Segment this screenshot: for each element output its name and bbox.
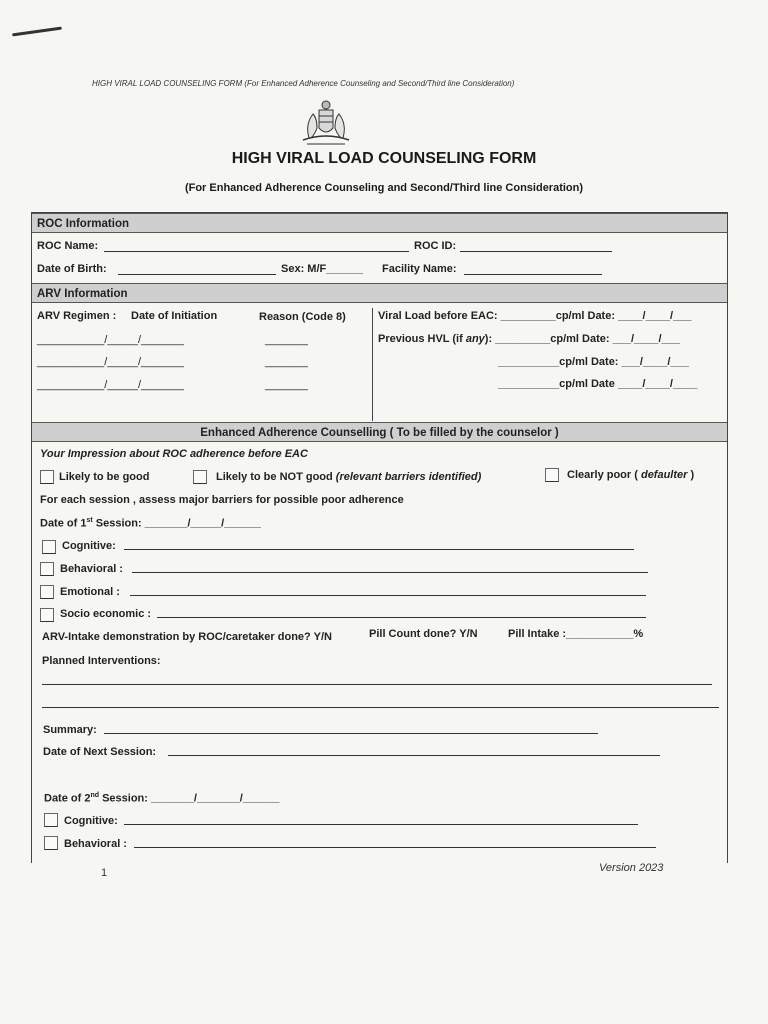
running-header: HIGH VIRAL LOAD COUNSELING FORM (For Enhanced Adherence Counseling and Second/Third line Consideration) (92, 79, 515, 88)
viral-load-extra-row[interactable]: __________cp/ml Date ____/____/____ (498, 378, 698, 390)
cognitive-checkbox[interactable] (42, 540, 56, 554)
emotional-field[interactable] (130, 595, 646, 596)
previous-hvl[interactable] (378, 333, 680, 345)
previous-hvl-prefix: Previous HVL (if (378, 333, 466, 345)
pill-intake[interactable]: Pill Intake :___________% (508, 628, 644, 640)
viral-load-before-eac[interactable]: Viral Load before EAC: _________cp/ml Date: ____/____/___ (378, 310, 692, 322)
dob-field[interactable] (118, 274, 276, 275)
clearly-poor-close: ) (690, 469, 695, 481)
section-roc-information: ROC Information (32, 213, 727, 233)
cognitive2-field[interactable] (124, 824, 638, 825)
page-number: 1 (101, 867, 108, 879)
behavioral-label: Behavioral : (60, 563, 123, 575)
arv-regimen-label: ARV Regimen : (37, 310, 117, 322)
session2-suffix: Session: _______/_______/______ (99, 792, 280, 805)
section-eac: Enhanced Adherence Counselling ( To be filled by the counselor ) (32, 422, 727, 442)
likely-not-good-checkbox[interactable] (193, 470, 207, 484)
likely-good-label: Likely to be good (59, 471, 150, 483)
behavioral2-checkbox[interactable] (44, 836, 58, 850)
roc-name-label: ROC Name: (37, 240, 99, 252)
next-session-field[interactable] (168, 755, 660, 756)
arv-regimen-row[interactable]: ___________/_____/_______ (37, 334, 184, 346)
behavioral2-field[interactable] (134, 847, 656, 848)
dob-label: Date of Birth: (37, 263, 107, 275)
arv-column-divider (372, 308, 373, 421)
behavioral-field[interactable] (132, 572, 648, 573)
behavioral2-label: Behavioral : (64, 838, 127, 850)
session1-suffix: Session: _______/_____/______ (92, 517, 261, 530)
arv-intake-demo[interactable]: ARV-Intake demonstration by ROC/caretaker done? Y/N (42, 631, 332, 643)
clearly-poor-label (567, 469, 694, 481)
form-subtitle: (For Enhanced Adherence Counseling and Second/Third line Consideration) (184, 182, 584, 194)
session1-date[interactable] (40, 517, 261, 530)
planned-interventions-line[interactable] (42, 707, 719, 708)
assess-barriers-label: For each session , assess major barriers for possible poor adherence (40, 494, 404, 506)
cognitive-label: Cognitive: (62, 540, 116, 552)
reason-row[interactable]: _______ (265, 334, 308, 346)
sex-label[interactable]: Sex: M/F______ (281, 263, 363, 275)
date-initiation-label: Date of Initiation (131, 310, 218, 322)
facility-name-field[interactable] (464, 274, 602, 275)
reason-code-label: Reason (Code 8) (259, 311, 346, 323)
clearly-poor-checkbox[interactable] (545, 468, 559, 482)
roc-id-label: ROC ID: (414, 240, 457, 252)
likely-not-good-text: Likely to be NOT good (216, 471, 333, 483)
pen-mark (12, 27, 62, 37)
socio-economic-checkbox[interactable] (40, 608, 54, 622)
emotional-label: Emotional : (60, 586, 120, 598)
session1-sup: st (86, 517, 93, 524)
reason-row[interactable]: _______ (265, 356, 308, 368)
clearly-poor-note: defaulter (640, 469, 688, 481)
behavioral-checkbox[interactable] (40, 562, 54, 576)
previous-hvl-suffix: ): _________cp/ml Date: ___/____/___ (484, 333, 680, 345)
summary-label: Summary: (43, 724, 97, 736)
likely-not-good-note: (relevant barriers identified) (335, 471, 482, 483)
summary-field[interactable] (104, 733, 598, 734)
session2-prefix: Date of 2 (44, 792, 91, 805)
arv-regimen-row[interactable]: ___________/_____/_______ (37, 379, 184, 391)
likely-not-good-label (216, 471, 481, 483)
pill-count[interactable]: Pill Count done? Y/N (369, 628, 478, 640)
cognitive2-label: Cognitive: (64, 815, 118, 827)
roc-id-field[interactable] (460, 251, 612, 252)
facility-name-label: Facility Name: (382, 263, 457, 275)
session1-prefix: Date of 1 (40, 517, 87, 530)
planned-interventions-label: Planned Interventions: (42, 655, 161, 667)
next-session-label: Date of Next Session: (43, 746, 157, 758)
likely-good-checkbox[interactable] (40, 470, 54, 484)
cognitive2-checkbox[interactable] (44, 813, 58, 827)
previous-hvl-any: any (465, 333, 485, 345)
session2-date[interactable] (44, 792, 279, 805)
socio-economic-field[interactable] (157, 617, 646, 618)
clearly-poor-text: Clearly poor ( (567, 469, 638, 481)
planned-interventions-line[interactable] (42, 684, 712, 685)
socio-economic-label: Socio economic : (60, 608, 152, 620)
viral-load-extra-row[interactable]: __________cp/ml Date: ___/____/___ (498, 356, 689, 368)
emotional-checkbox[interactable] (40, 585, 54, 599)
arv-regimen-row[interactable]: ___________/_____/_______ (37, 356, 184, 368)
impression-label: Your Impression about ROC adherence before EAC (40, 448, 308, 460)
session2-sup: nd (90, 792, 100, 799)
reason-row[interactable]: _______ (265, 379, 308, 391)
roc-name-field[interactable] (104, 251, 409, 252)
form-title: HIGH VIRAL LOAD COUNSELING FORM (231, 150, 537, 167)
cognitive-field[interactable] (124, 549, 634, 550)
section-arv-information: ARV Information (32, 283, 727, 303)
version-label: Version 2023 (599, 862, 664, 874)
coat-of-arms-emblem (297, 98, 355, 146)
